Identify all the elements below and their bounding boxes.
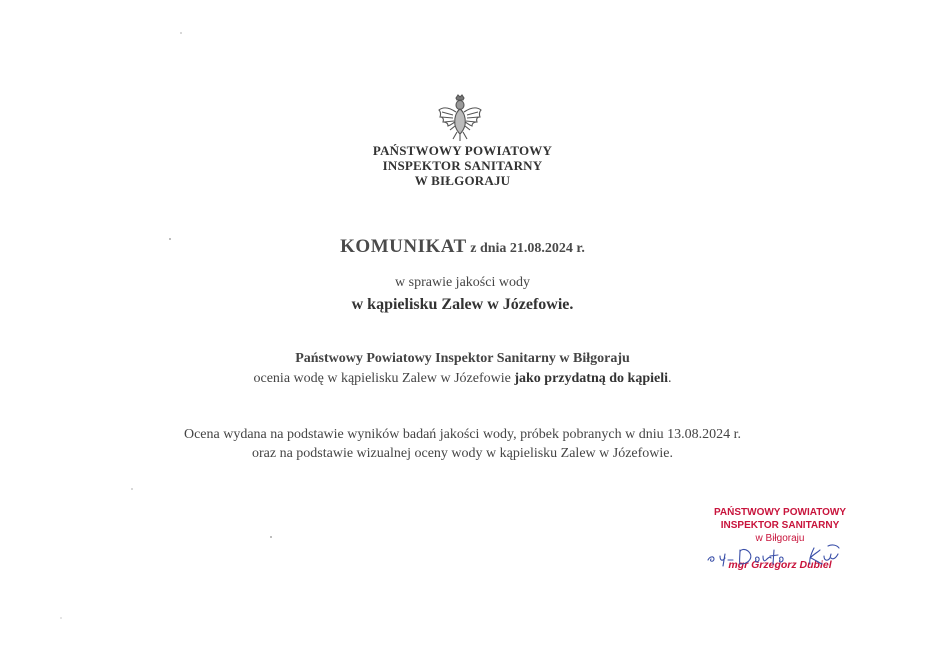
assessment-statement [0, 371, 925, 387]
assessment-prefix: ocenia wodę w kąpielisku Zalew w Józefowie [253, 371, 515, 386]
scan-speck [180, 32, 182, 34]
stamp-line-1: PAŃSTWOWY POWIATOWY [713, 507, 847, 518]
bathing-site: w kąpielisku Zalew w Józefowie. [351, 296, 574, 313]
stamp-signatory-name: mgr Grzegorz Dubiel [728, 559, 832, 571]
announcement-date: z dnia 21.08.2024 r. [466, 241, 585, 256]
announcement-title: KOMUNIKAT [340, 236, 467, 257]
assessment-suffix: . [668, 371, 672, 386]
handwritten-signature [706, 540, 856, 572]
basis-line-2: oraz na podstawie wizualnej oceny wody w kąpielisku Zalew w Józefowie. [251, 446, 674, 461]
eagle-emblem-icon [436, 92, 484, 142]
stamp-line-2: INSPEKTOR SANITARNY [720, 520, 840, 531]
header-line-3: W BIŁGORAJU [414, 173, 511, 188]
inspector-name: Państwowy Powiatowy Inspektor Sanitarny w Biłgoraju [295, 351, 630, 366]
header-line-1: PAŃSTWOWY POWIATOWY [372, 143, 553, 158]
header-line-2: INSPEKTOR SANITARNY [382, 158, 543, 173]
assessment-verdict: jako przydatną do kąpieli [514, 371, 668, 386]
announcement-heading [0, 236, 925, 258]
scan-speck [270, 536, 272, 538]
stamp-line-3: w Biłgoraju [755, 533, 805, 544]
announcement-subject: w sprawie jakości wody [395, 275, 530, 290]
scan-speck [60, 617, 62, 619]
scan-speck [169, 238, 171, 240]
scan-speck [131, 488, 133, 490]
basis-line-1: Ocena wydana na podstawie wyników badań jakości wody, próbek pobranych w dniu 13.08.2024 r. [183, 427, 742, 442]
